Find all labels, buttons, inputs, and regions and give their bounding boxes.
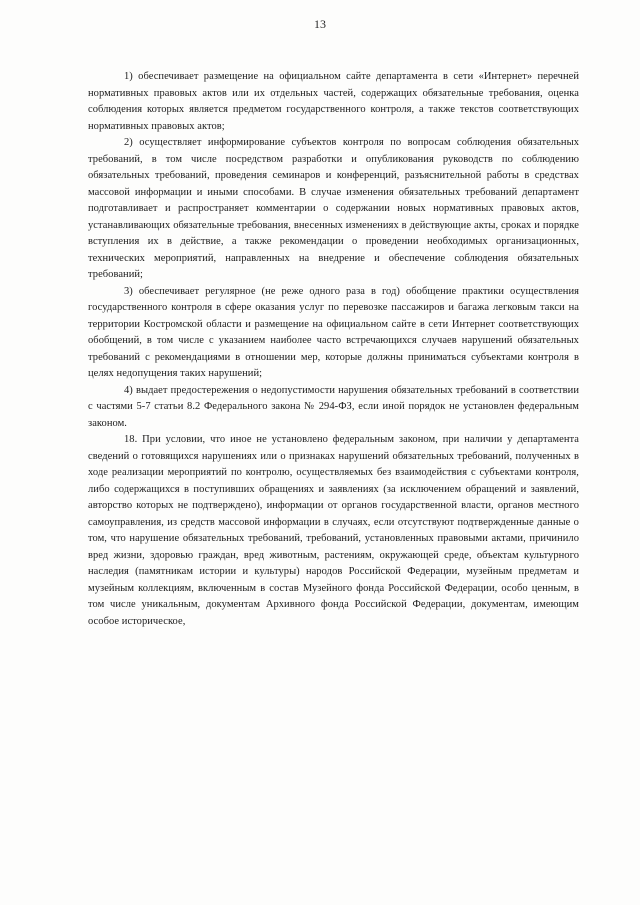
paragraph-item-1: 1) обеспечивает размещение на официальном сайте департамента в сети «Интернет» перечней нормативных правовых актов или их отдельных частей, содержащих обязательные требования, оценка соблюдения которых является предметом государственного контроля, а также текстов соответствующих нормативных правовых актов; [88,71,579,132]
page-number: 13 [314,17,326,31]
paragraph-item-2: 2) осуществляет информирование субъектов контроля по вопросам соблюдения обязательных требований, в том числе посредством разработки и опубликования руководств по соблюдению обязательных требований, проведения семинаров и конференций, разъяснительной работы в средствах массовой информации и иными способами. В случае изменения обязательных требований департамент подготавливает и распространяет комментарии о содержании новых нормативных правовых актов, устанавливающих обязательные требования, внесенных изменениях в действующие акты, сроках и порядке вступления их в действие, а также рекомендации о проведении необходимых организационных, технических мероприятий, направленных на внедрение и обеспечение соблюдения обязательных требований; [88,137,579,280]
paragraph-item-4: 4) выдает предостережения о недопустимости нарушения обязательных требований в соответствии с частями 5-7 статьи 8.2 Федерального закона № 294-ФЗ, если иной порядок не установлен федеральным законом. [88,384,579,429]
paragraph-item-3: 3) обеспечивает регулярное (не реже одного раза в год) обобщение практики осуществления государственного контроля в сфере оказания услуг по перевозке пассажиров и багажа легковым такси на территории Костромской области и размещение на официальном сайте в сети Интернет соответствующих обобщений, в том числе с указанием наиболее часто встречающихся случаев нарушений обязательных требований с рекомендациями в отношении мер, которые должны приниматься субъектами контроля в целях недопущения таких нарушений; [88,285,579,379]
paragraph-clause-18: 18. При условии, что иное не установлено федеральным законом, при наличии у департамента сведений о готовящихся нарушениях или о признаках нарушений обязательных требований, полученных в ходе реализации мероприятий по контролю, осуществляемых без взаимодействия с субъектами контроля, либо содержащихся в поступивших обращениях и заявлениях (за исключением обращений и заявлений, авторство которых не подтверждено), информации от органов государственной власти, органов местного самоуправления, из средств массовой информации в случаях, если отсутствуют подтвержденные данные о том, что нарушение обязательных требований, требований, установленных правовыми актами, причинило вред жизни, здоровью граждан, вред животным, растениям, окружающей среде, объектам культурного наследия (памятникам истории и культуры) народов Российской Федерации, музейным предметам и музейным коллекциям, включенным в состав Музейного фонда Российской Федерации, особо ценным, в том числе уникальным, документам Архивного фонда Российской Федерации, документам, имеющим особое историческое, [88,434,579,627]
body-text [88,69,579,630]
